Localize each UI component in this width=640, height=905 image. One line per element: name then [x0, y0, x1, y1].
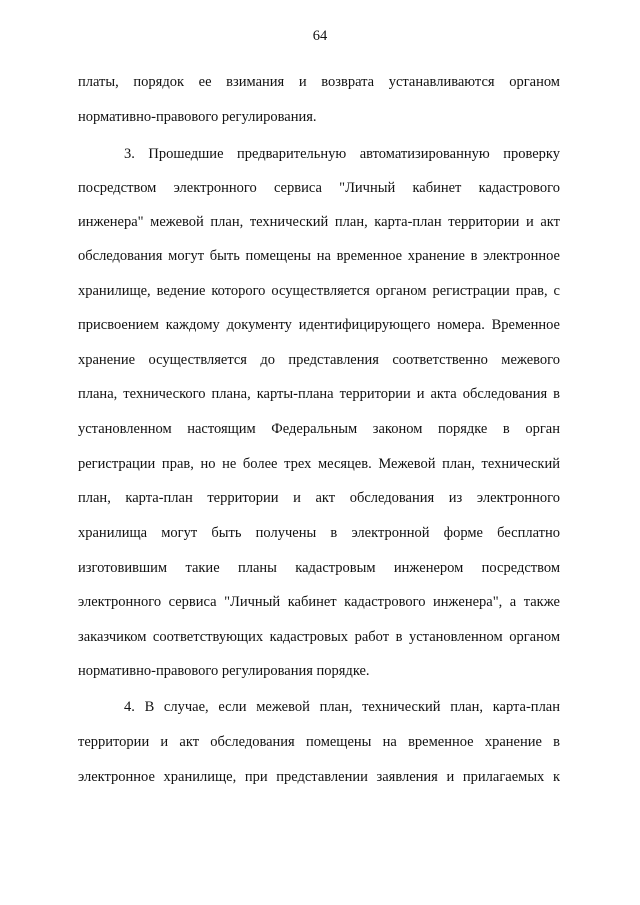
- text-line: обследования могут быть помещены на временное хранение в электронное: [78, 248, 560, 264]
- text-line: хранение осуществляется до представления соответственно межевого: [78, 352, 560, 368]
- paragraph-4-first-line: 4. В случае, если межевой план, технический план, карта-план: [124, 699, 560, 715]
- text-line: заказчиком соответствующих кадастровых работ в установленном органом: [78, 629, 560, 645]
- text-line: нормативно-правового регулирования порядке.: [78, 663, 370, 679]
- text-line: электронное хранилище, при представлении заявления и прилагаемых к: [78, 769, 560, 785]
- text-line: плана, технического плана, карты-плана территории и акта обследования в: [78, 386, 560, 402]
- text-line: установленном настоящим Федеральным законом порядке в орган: [78, 421, 560, 437]
- text-line: посредством электронного сервиса "Личный кабинет кадастрового: [78, 180, 560, 196]
- text-line: платы, порядок ее взимания и возврата устанавливаются органом: [78, 74, 560, 90]
- text-line: хранилище, ведение которого осуществляется органом регистрации прав, с: [78, 283, 560, 299]
- text-line: регистрации прав, но не более трех месяцев. Межевой план, технический: [78, 456, 560, 472]
- text-line: территории и акт обследования помещены на временное хранение в: [78, 734, 560, 750]
- text-line: изготовившим такие планы кадастровым инженером посредством: [78, 560, 560, 576]
- text-line: присвоением каждому документу идентифицирующего номера. Временное: [78, 317, 560, 333]
- paragraph-3-first-line: 3. Прошедшие предварительную автоматизированную проверку: [124, 146, 560, 162]
- text-line: электронного сервиса "Личный кабинет кадастрового инженера", а также: [78, 594, 560, 610]
- text-line: хранилища могут быть получены в электронной форме бесплатно: [78, 525, 560, 541]
- text-line: план, карта-план территории и акт обследования из электронного: [78, 490, 560, 506]
- text-line: нормативно-правового регулирования.: [78, 109, 317, 125]
- text-line: инженера" межевой план, технический план, карта-план территории и акт: [78, 214, 560, 230]
- page-number: 64: [312, 28, 328, 44]
